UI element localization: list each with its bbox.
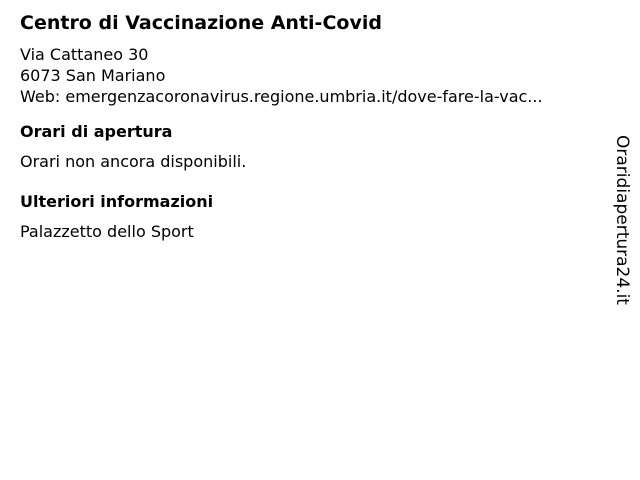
website-line — [20, 86, 600, 107]
opening-hours-heading: Orari di apertura — [20, 122, 173, 141]
place-details — [20, 11, 600, 242]
more-info-heading: Ulteriori informazioni — [20, 192, 214, 211]
address-block — [20, 44, 600, 107]
page-title: Centro di Vaccinazione Anti-Covid — [20, 12, 382, 34]
website-link[interactable]: emergenzacoronavirus.regione.umbria.it/dove-fare-la-vac... — [65, 87, 543, 106]
street-address: Via Cattaneo 30 — [20, 45, 149, 64]
website-label: Web: — [20, 87, 61, 106]
opening-hours-text: Orari non ancora disponibili. — [20, 152, 247, 171]
city-address: 6073 San Mariano — [20, 66, 166, 85]
brand-watermark: Oraridiapertura24.it — [612, 135, 632, 305]
more-info-text: Palazzetto dello Sport — [20, 222, 194, 241]
